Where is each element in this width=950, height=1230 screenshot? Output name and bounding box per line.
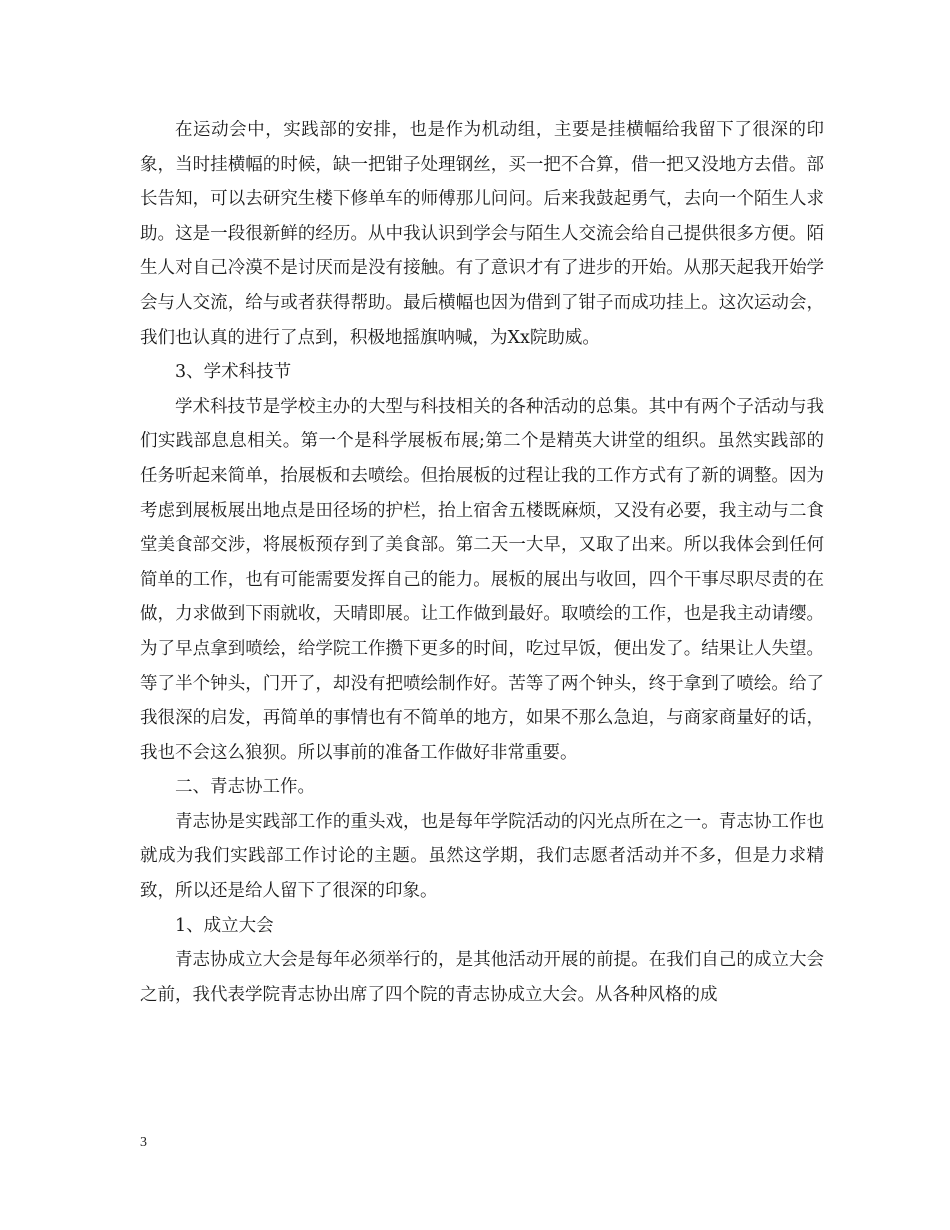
- paragraph-founding-conference: 青志协成立大会是每年必须举行的，是其他活动开展的前提。在我们自己的成立大会之前，我代表学院青志协出席了四个院的青志协成立大会。从各种风格的成: [140, 950, 824, 1005]
- heading-volunteer-association-work: 二、青志协工作。: [175, 777, 315, 798]
- paragraph-volunteer-association: 青志协是实践部工作的重头戏，也是每年学院活动的闪光点所在之一。青志协工作也就成为我们实践部工作讨论的主题。虽然这学期，我们志愿者活动并不多，但是力求精致，所以还是给人留下了很深的印象。: [140, 811, 824, 902]
- paragraph-academic-tech-festival: 学术科技节是学校主办的大型与科技相关的各种活动的总集。其中有两个子活动与我们实践部息息相关。第一个是科学展板布展;第二个是精英大讲堂的组织。虽然实践部的任务听起来简单，抬展板和去喷绘。但抬展板的过程让我的工作方式有了新的调整。因为考虑到展板展出地点是田径场的护栏，抬上宿舍五楼既麻烦，又没有必要，我主动与二食堂美食部交涉，将展板预存到了美食部。第二天一大早，又取了出来。所以我体会到任何简单的工作，也有可能需要发挥自己的能力。展板的展出与收回，四个干事尽职尽责的在做，力求做到下雨就收，天晴即展。让工作做到最好。取喷绘的工作，也是我主动请缨。为了早点拿到喷绘，给学院工作攒下更多的时间，吃过早饭，便出发了。结果让人失望。等了半个钟头，门开了，却没有把喷绘制作好。苦等了两个钟头，终于拿到了喷绘。给了我很深的启发，再简单的事情也有不简单的地方，如果不那么急迫，与商家商量好的话，我也不会这么狼狈。所以事前的准备工作做好非常重要。: [140, 396, 824, 763]
- heading-academic-tech-festival: 3、学术科技节: [175, 362, 292, 383]
- heading-founding-conference: 1、成立大会: [175, 915, 274, 936]
- paragraph-sports-meet: 在运动会中，实践部的安排，也是作为机动组，主要是挂横幅给我留下了很深的印象，当时挂横幅的时候，缺一把钳子处理钢丝，买一把不合算，借一把又没地方去借。部长告知，可以去研究生楼下修单车的师傅那儿问问。后来我鼓起勇气，去向一个陌生人求助。这是一段很新鲜的经历。从中我认识到学会与陌生人交流会给自己提供很多方便。陌生人对自己冷漠不是讨厌而是没有接触。有了意识才有了进步的开始。从那天起我开始学会与人交流，给与或者获得帮助。最后横幅也因为借到了钳子而成功挂上。这次运动会，我们也认真的进行了点到，积极地摇旗呐喊，为Xx院助威。: [140, 120, 824, 348]
- document-body: [140, 113, 824, 1012]
- page-number: 3: [140, 1135, 147, 1150]
